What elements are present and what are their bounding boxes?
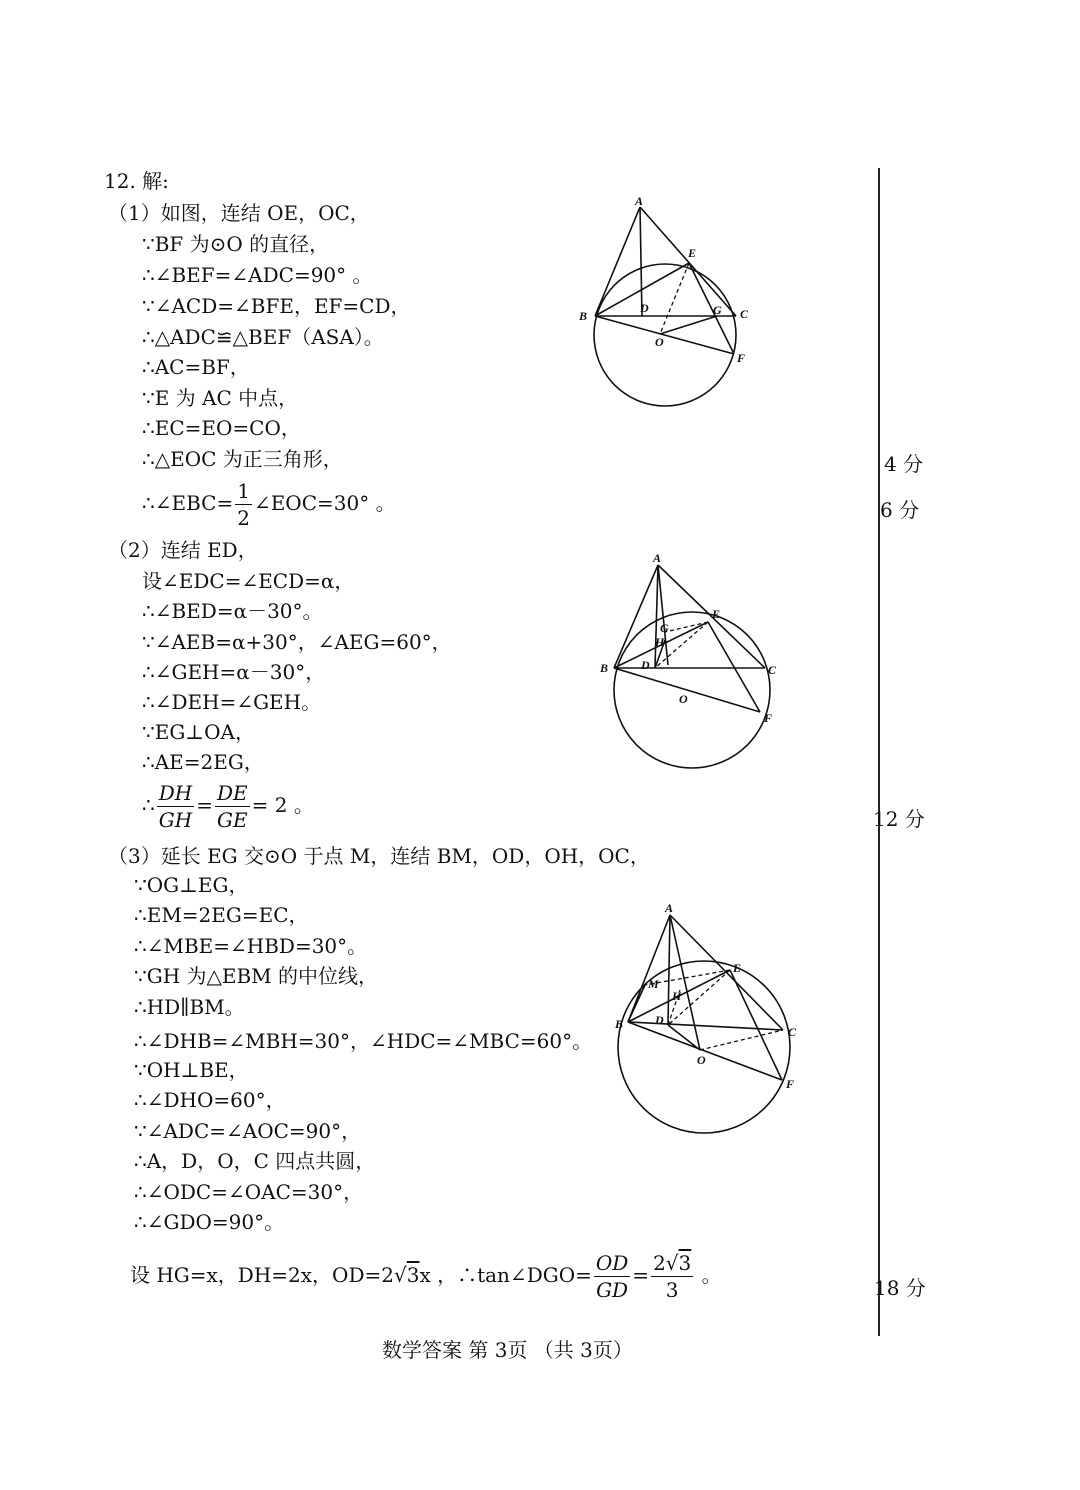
fraction — [235, 478, 252, 531]
solution-line: ∵OH⊥BE， — [134, 1058, 249, 1082]
point-label: D — [640, 301, 649, 315]
solution-line: ∴A，D，O，C 四点共圆， — [134, 1149, 376, 1173]
point-label: O — [655, 335, 664, 349]
solution-line: ∴∠DHO=60°， — [134, 1088, 286, 1112]
solution-line: ∴∠ODC=∠OAC=30°， — [134, 1180, 364, 1204]
point-label: O — [697, 1053, 706, 1067]
solution-line: ∴AC=BF， — [142, 355, 250, 379]
solution-line: （3）延长 EG 交⊙O 于点 M，连结 BM，OD，OH，OC， — [108, 844, 650, 868]
fraction-denominator: 2 — [237, 506, 250, 530]
point-label: O — [679, 692, 688, 706]
solution-line: ∴∠DHB=∠MBH=30°，∠HDC=∠MBC=60°。 — [134, 1029, 593, 1053]
solution-line-fraction — [142, 780, 314, 833]
fraction — [215, 780, 250, 833]
solution-line: ∴△EOC 为正三角形， — [142, 447, 343, 471]
solution-line: ∵∠ACD=∠BFE，EF=CD， — [142, 294, 411, 318]
fraction-numerator: DH — [158, 781, 193, 805]
solution-line: 设∠EDC=∠ECD=α， — [142, 569, 355, 593]
solution-line: ∵E 为 AC 中点， — [142, 386, 299, 410]
solution-line: ∵OG⊥EG， — [134, 873, 249, 897]
point-label: B — [615, 1017, 624, 1031]
point-label: G — [660, 621, 669, 635]
fraction-denominator: GH — [158, 808, 193, 832]
fraction — [594, 1250, 630, 1303]
fraction — [157, 780, 194, 833]
solution-line: ∴∠DEH=∠GEH。 — [142, 690, 322, 714]
point-label: A — [635, 194, 644, 208]
coefficient: 2 — [653, 1251, 666, 1275]
solution-line: ∴EC=EO=CO， — [142, 416, 301, 440]
sqrt-radicand: 3 — [406, 1263, 420, 1287]
score-column-divider — [878, 168, 880, 1336]
fraction-denominator: 3 — [665, 1278, 679, 1302]
equals-sign: = — [196, 793, 213, 817]
equals-sign: = — [632, 1263, 650, 1287]
text-prefix: 设 HG=x，DH=2x，OD=2 — [130, 1263, 394, 1287]
solution-line: ∴∠MBE=∠HBD=30°。 — [134, 934, 368, 958]
point-label: E — [712, 607, 721, 621]
point-label: B — [600, 661, 609, 675]
solution-line: ∴AE=2EG， — [142, 750, 264, 774]
point-label: G — [713, 303, 722, 317]
point-label: D — [641, 658, 650, 672]
problem-heading: 12. 解: — [104, 169, 169, 193]
text-suffix: 。 — [695, 1263, 722, 1287]
solution-line: ∵GH 为△EBM 的中位线， — [134, 964, 379, 988]
fraction-denominator: GE — [217, 808, 248, 832]
solution-line: ∴∠GDO=90°。 — [134, 1210, 285, 1234]
point-label: F — [786, 1077, 795, 1091]
point-label: A — [665, 901, 674, 915]
page-footer: 数学答案 第 3页 （共 3页） — [382, 1338, 633, 1362]
geometry-figure-1 — [570, 190, 770, 440]
fraction-numerator: OD — [595, 1251, 629, 1275]
solution-line: （2）连结 ED， — [108, 538, 258, 562]
fraction-numerator: DE — [216, 781, 248, 805]
solution-line: ∴∠GEH=α－30°， — [142, 660, 326, 684]
solution-line: ∴HD∥BM。 — [134, 995, 245, 1019]
text-prefix: ∴∠EBC= — [142, 491, 234, 515]
text-prefix: ∴ — [142, 793, 155, 817]
point-label: D — [655, 1013, 664, 1027]
point-label: F — [764, 711, 773, 725]
text-suffix: = 2 。 — [251, 793, 314, 817]
point-label: B — [579, 309, 588, 323]
text-suffix: ∠EOC=30° 。 — [253, 491, 396, 515]
score-mark: 18 分 — [874, 1276, 926, 1300]
point-label: F — [737, 351, 746, 365]
score-mark: 6 分 — [880, 498, 920, 522]
fraction-numerator: 2√3 — [653, 1251, 692, 1275]
solution-line: ∵∠AEB=α+30°，∠AEG=60°， — [142, 630, 452, 654]
solution-line: ∴∠BEF=∠ADC=90° 。 — [142, 263, 373, 287]
solution-line-fraction — [142, 478, 396, 531]
point-label: H — [672, 989, 682, 1003]
solution-line: ∵BF 为⊙O 的直径， — [142, 232, 330, 256]
score-mark: 12 分 — [873, 807, 925, 831]
fraction-numerator: 1 — [237, 479, 250, 503]
fraction-denominator: GD — [596, 1278, 629, 1302]
geometry-figure-2 — [595, 550, 795, 780]
solution-line-fraction: 设 HG=x，DH=2x，OD=2√3x ，∴tan∠DGO= $\frac{OD}{GD}$ = $\frac{2√3}{3}$ 。 — [130, 1251, 722, 1302]
solution-line: ∵EG⊥OA， — [142, 720, 255, 744]
point-label: H — [655, 635, 665, 649]
solution-line: ∴∠BED=α－30°。 — [142, 599, 323, 623]
sqrt-radicand: 3 — [678, 1251, 692, 1275]
solution-line: ∴△ADC≌△BEF（ASA）。 — [142, 325, 384, 349]
point-label: C — [740, 307, 749, 321]
score-mark: 4 分 — [884, 452, 924, 476]
point-label: A — [653, 551, 662, 565]
solution-line: （1）如图，连结 OE，OC， — [108, 201, 370, 225]
point-label: C — [768, 663, 777, 677]
point-label: E — [733, 961, 742, 975]
text-middle: x ，∴tan∠DGO= — [419, 1263, 592, 1287]
geometry-figure-3 — [608, 895, 808, 1145]
solution-line: ∴EM=2EG=EC， — [134, 903, 309, 927]
point-label: E — [688, 246, 697, 260]
fraction — [651, 1250, 693, 1303]
solution-line: ∵∠ADC=∠AOC=90°， — [134, 1119, 362, 1143]
point-label: M — [648, 977, 659, 991]
point-label: C — [788, 1025, 797, 1039]
